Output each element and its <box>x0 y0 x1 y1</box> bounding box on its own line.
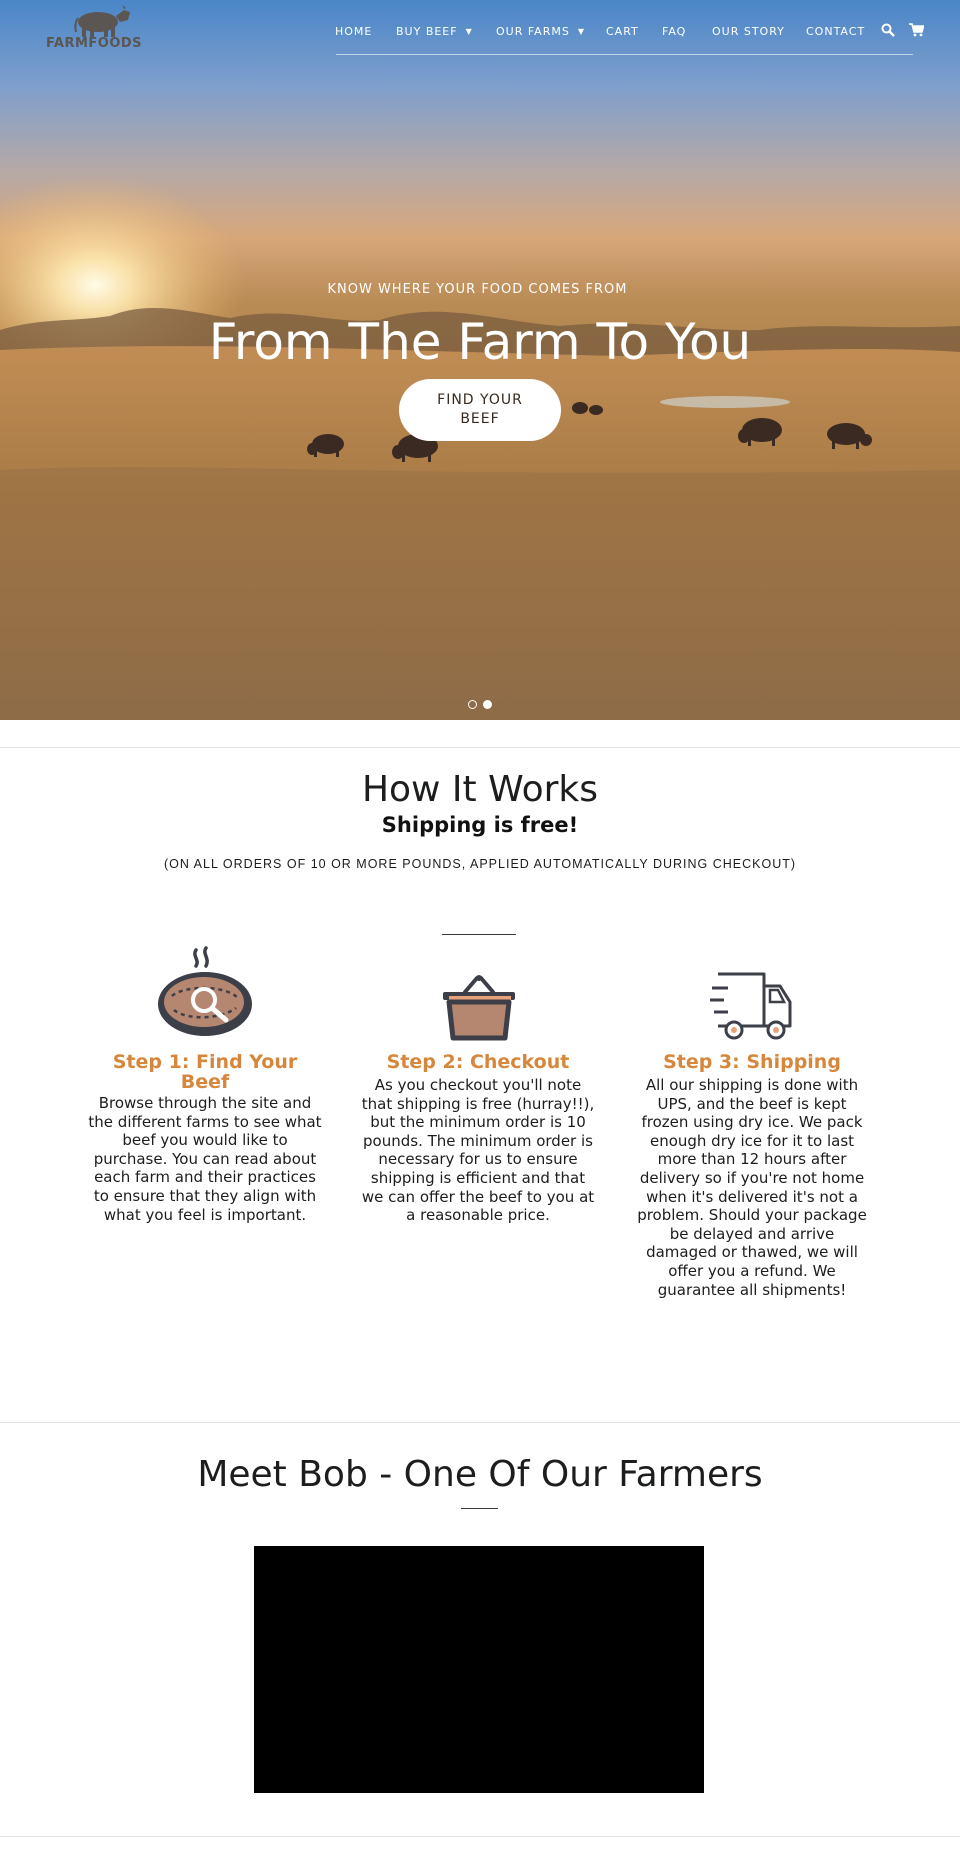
step-2-body-line: As you checkout you'll note <box>374 1076 582 1094</box>
step-3-body-line: when it's delivered it's not a <box>646 1187 858 1206</box>
how-it-works-title: How It Works <box>361 769 599 810</box>
nav-buy-beef-label: BUY BEEF <box>396 25 458 38</box>
step-3-title <box>632 1052 872 1072</box>
hero-kicker: KNOW WHERE YOUR FOOD COMES FROM <box>327 282 628 297</box>
step-1-body <box>80 1094 330 1224</box>
step-3-body-line: more than 12 hours after <box>657 1150 847 1169</box>
step-2-body-line: that shipping is free (hurray!!), <box>361 1094 595 1113</box>
step-1-body-line: what you feel is important. <box>103 1205 307 1224</box>
step-2-body-line: a reasonable price. <box>406 1206 550 1225</box>
nav-faq[interactable] <box>662 25 686 38</box>
caret-down-icon: ▼ <box>577 27 585 36</box>
nav-contact[interactable] <box>806 25 865 38</box>
meet-bob-title: Meet Bob - One Of Our Farmers <box>197 1454 763 1495</box>
hero-title: From The Farm To You <box>208 313 752 371</box>
step-2-title <box>358 1052 598 1072</box>
step-2-body-line: but the minimum order is 10 <box>370 1113 586 1132</box>
main-nav <box>0 25 960 45</box>
shipping-note: (ON ALL ORDERS OF 10 OR MORE POUNDS, APPLIED AUTOMATICALLY DURING CHECKOUT) <box>163 857 797 871</box>
step-3-body-line: All our shipping is done with <box>645 1076 859 1094</box>
step-3-body-line: offer you a refund. We <box>668 1261 836 1280</box>
step-3-body <box>627 1076 877 1299</box>
nav-buy-beef[interactable] <box>396 25 473 38</box>
nav-our-farms[interactable] <box>496 25 585 38</box>
caret-down-icon: ▼ <box>465 27 473 36</box>
farmer-video-player[interactable] <box>254 1546 704 1793</box>
step-1-title <box>85 1052 325 1092</box>
step-1-body-line: beef you would like to <box>122 1131 288 1150</box>
step-3-body-line: UPS, and the beef is kept <box>657 1094 847 1113</box>
step-1-title-line: Beef <box>180 1071 230 1093</box>
steak-search-icon <box>154 946 256 1042</box>
step-2-body-line: shipping is efficient and that <box>370 1168 586 1187</box>
step-1-body-line: Browse through the site and <box>98 1094 312 1112</box>
step-1-body-line: each farm and their practices <box>94 1168 316 1187</box>
section-divider <box>0 1422 960 1423</box>
step-1-body-line: to ensure that they align with <box>93 1186 317 1205</box>
hero-banner <box>0 0 960 720</box>
nav-cart[interactable] <box>606 25 639 38</box>
step-3-body-line: be delayed and arrive <box>669 1224 835 1243</box>
nav-contact-label: CONTACT <box>806 25 866 38</box>
step-3-body-line: enough dry ice for it to last <box>649 1131 855 1150</box>
search-icon[interactable] <box>881 23 895 37</box>
logo-text[interactable]: FARMFOODS <box>46 36 143 51</box>
nav-home-label: HOME <box>335 25 373 38</box>
nav-faq-label: FAQ <box>662 25 687 38</box>
section-divider <box>0 1836 960 1837</box>
step-2-body-line: we can offer the beef to you at <box>361 1187 595 1206</box>
cart-icon[interactable] <box>909 23 924 37</box>
find-your-beef-button[interactable]: FIND YOUR BEEF <box>399 379 561 441</box>
slide-dot-2-active[interactable] <box>483 700 492 709</box>
delivery-truck-icon <box>710 972 794 1042</box>
step-1-title-line: Step 1: Find Your <box>112 1051 298 1073</box>
nav-cart-label: CART <box>606 25 639 38</box>
slide-dot-1[interactable] <box>468 700 477 709</box>
shipping-free-subtitle: Shipping is free! <box>381 813 579 837</box>
step-2-body-line: pounds. The minimum order is <box>363 1131 593 1150</box>
step-2-title-line: Step 2: Checkout <box>386 1051 570 1073</box>
title-underline <box>442 934 516 935</box>
nav-home[interactable] <box>335 25 372 38</box>
step-2-body <box>353 1076 603 1225</box>
step-3-body-line: delivery so if you're not home <box>639 1168 865 1187</box>
title-underline <box>461 1508 498 1509</box>
section-divider <box>0 747 960 748</box>
step-2-body-line: necessary for us to ensure <box>378 1150 578 1169</box>
step-1-body-line: the different farms to see what <box>88 1112 322 1131</box>
step-3-body-line: problem. Should your package <box>637 1206 867 1225</box>
nav-our-farms-label: OUR FARMS <box>496 25 570 38</box>
step-3-title-line: Step 3: Shipping <box>663 1051 841 1073</box>
nav-our-story-label: OUR STORY <box>712 25 785 38</box>
step-1-body-line: purchase. You can read about <box>93 1149 317 1168</box>
step-3-body-line: damaged or thawed, we will <box>646 1243 858 1262</box>
site-header <box>0 0 960 58</box>
basket-icon <box>441 970 517 1042</box>
nav-divider <box>336 54 913 55</box>
step-3-body-line: frozen using dry ice. We pack <box>641 1113 863 1132</box>
nav-our-story[interactable] <box>712 25 785 38</box>
step-3-body-line: guarantee all shipments! <box>657 1280 847 1299</box>
